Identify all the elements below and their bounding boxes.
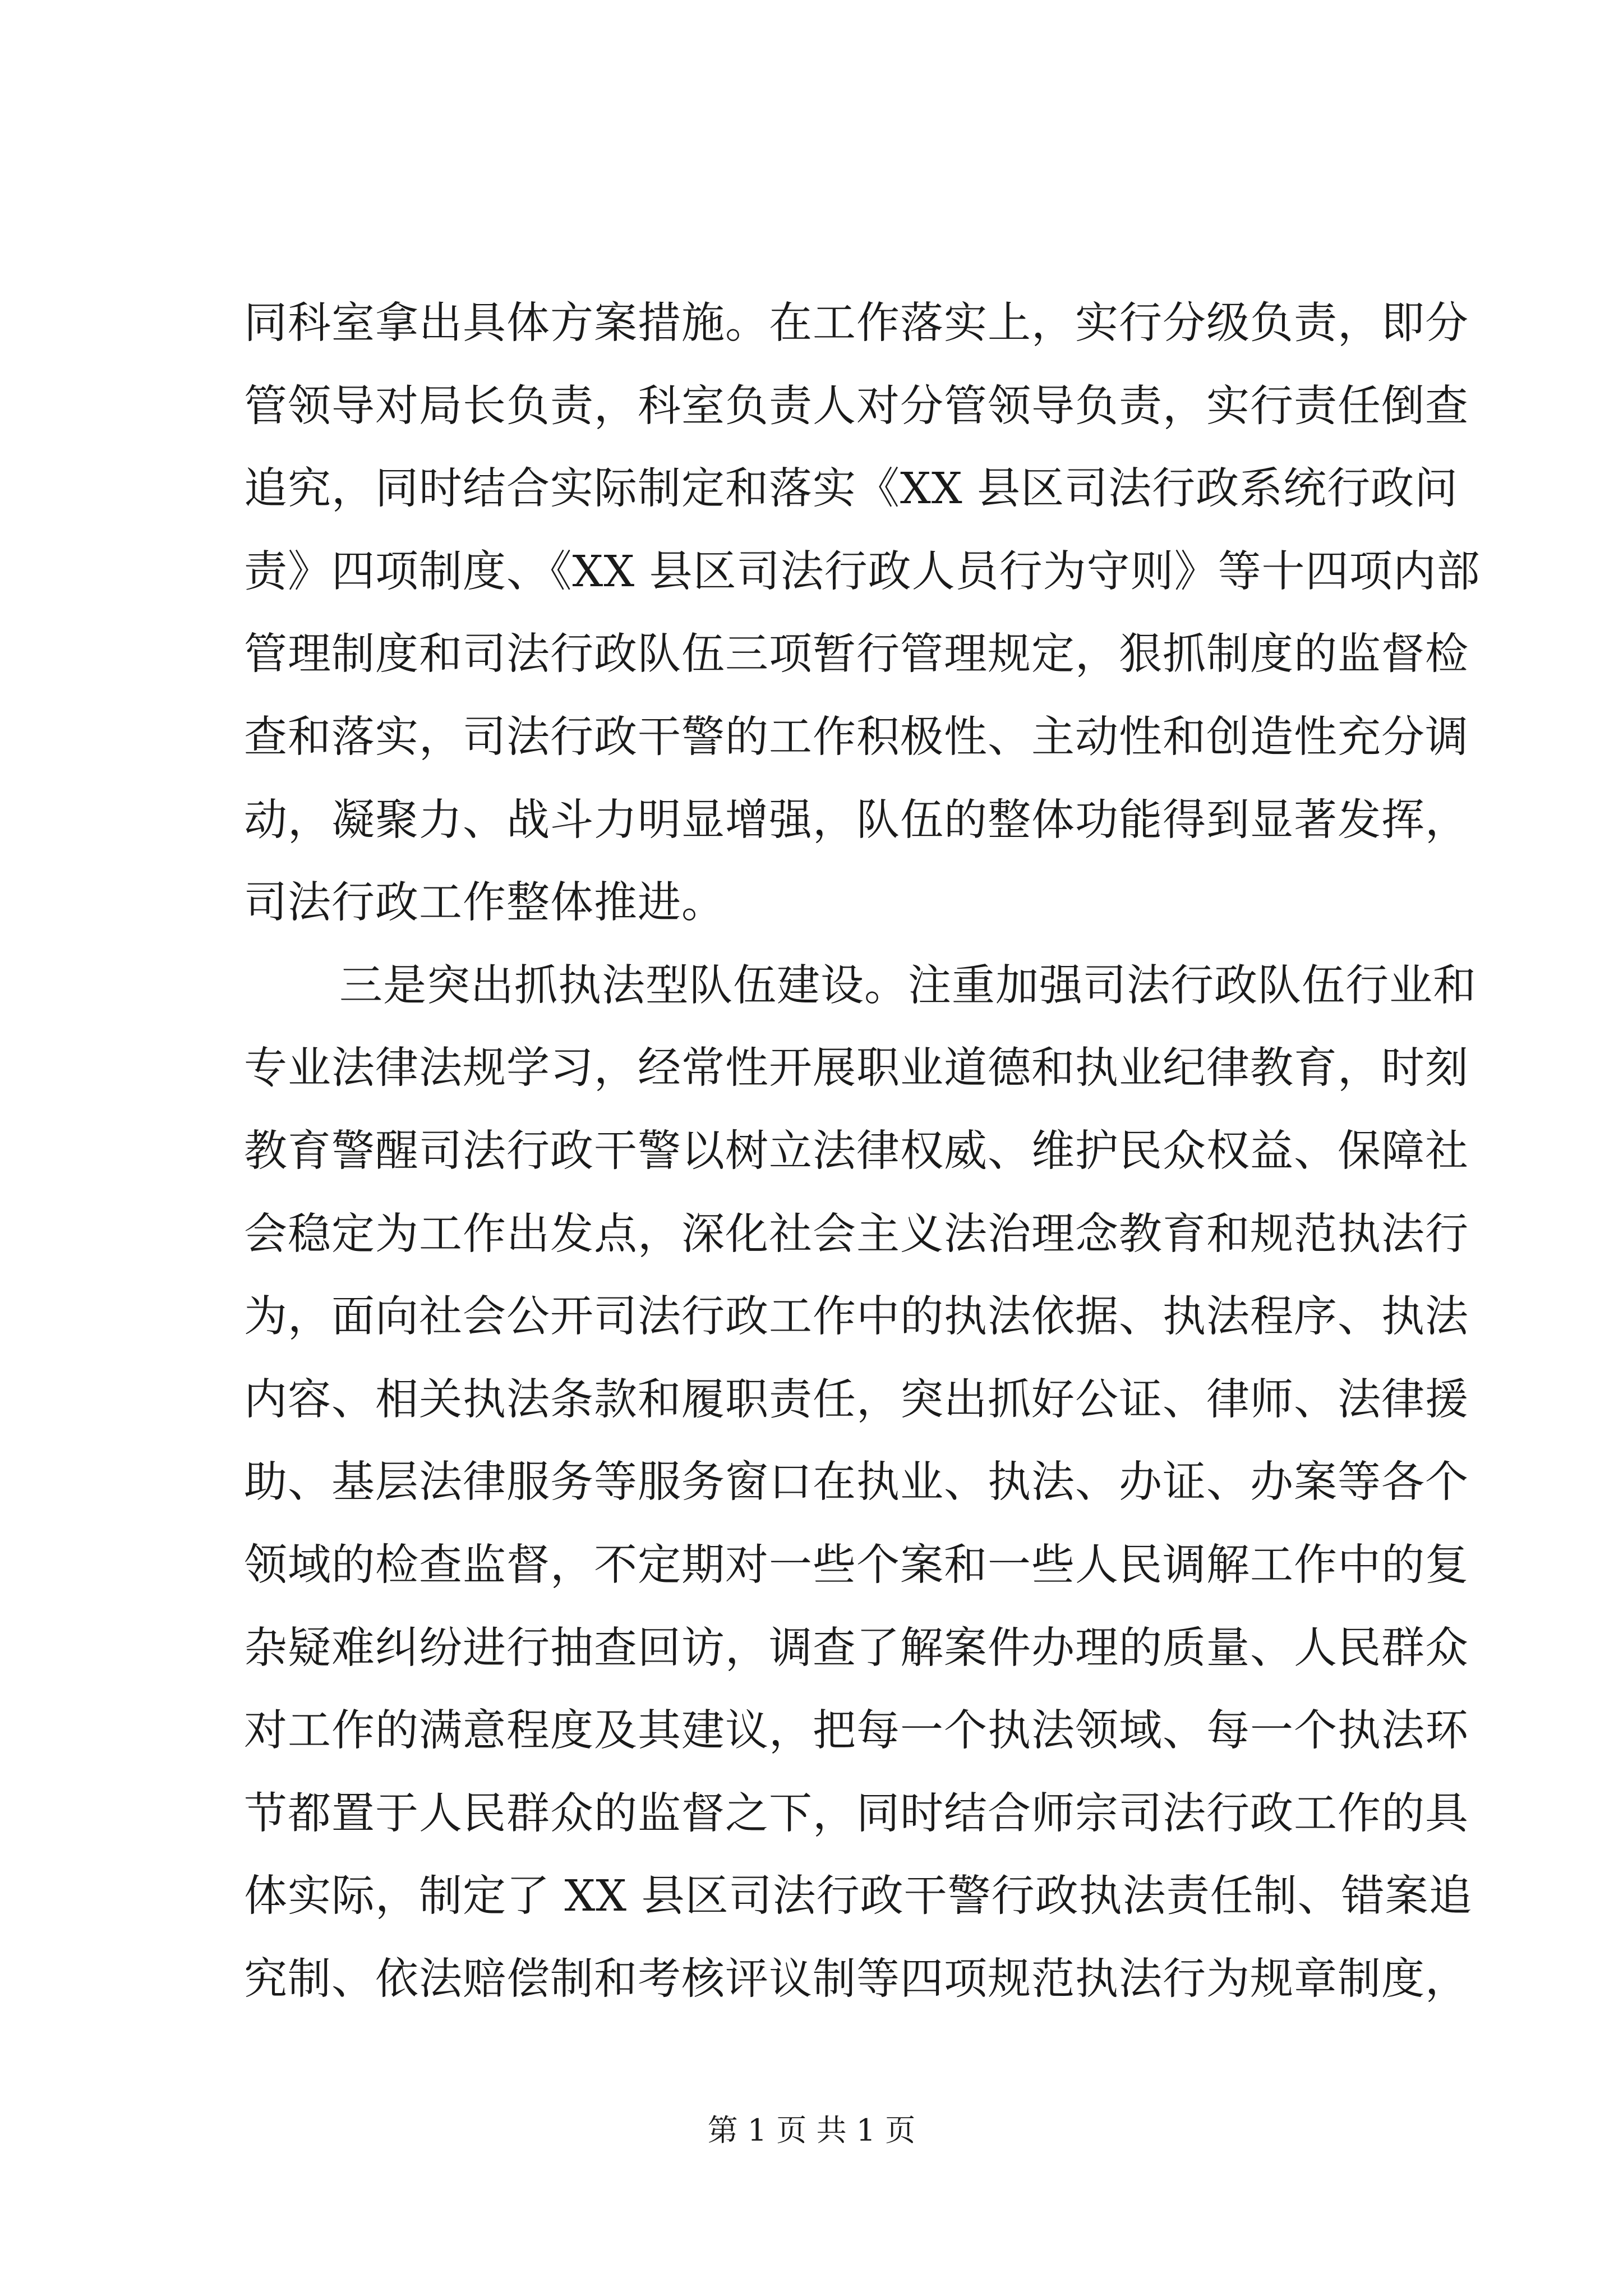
text-line: 动，凝聚力、战斗力明显增强，队伍的整体功能得到显著发挥，	[244, 795, 1469, 845]
text-line: 为，面向社会公开司法行政工作中的执法依据、执法程序、执法	[244, 1292, 1469, 1342]
text-line: 教育警醒司法行政干警以树立法律权威、维护民众权益、保障社	[244, 1126, 1469, 1176]
text-line: 追究，同时结合实际制定和落实《XX 县区司法行政系统行政问	[244, 464, 1459, 514]
text-line: 专业法律法规学习，经常性开展职业道德和执业纪律教育，时刻	[244, 1043, 1469, 1094]
page-number-footer: 第 1 页 共 1 页	[707, 2113, 916, 2148]
text-line: 领域的检查监督，不定期对一些个案和一些人民调解工作中的复	[244, 1540, 1469, 1590]
text-line: 管领导对局长负责，科室负责人对分管领导负责，实行责任倒查	[244, 381, 1469, 431]
text-line: 查和落实，司法行政干警的工作积极性、主动性和创造性充分调	[244, 712, 1469, 762]
text-line: 内容、相关执法条款和履职责任，突出抓好公证、律师、法律援	[244, 1374, 1469, 1425]
paragraph-first-line: 三是突出抓执法型队伍建设。注重加强司法行政队伍行业和	[339, 960, 1477, 1011]
text-line: 体实际，制定了 XX 县区司法行政干警行政执法责任制、错案追	[244, 1871, 1473, 1922]
body-text	[244, 282, 1481, 2021]
text-line: 会稳定为工作出发点，深化社会主义法治理念教育和规范执法行	[244, 1209, 1469, 1259]
text-line: 责》四项制度、《XX 县区司法行政人员行为守则》等十四项内部	[244, 546, 1481, 597]
text-line: 杂疑难纠纷进行抽查回访，调查了解案件办理的质量、人民群众	[244, 1623, 1469, 1673]
text-line: 管理制度和司法行政队伍三项暂行管理规定，狠抓制度的监督检	[244, 629, 1469, 680]
text-line: 究制、依法赔偿制和考核评议制等四项规范执法行为规章制度，	[244, 1954, 1469, 2004]
text-line: 助、基层法律服务等服务窗口在执业、执法、办证、办案等各个	[244, 1457, 1469, 1508]
text-line: 司法行政工作整体推进。	[244, 878, 725, 928]
text-line: 对工作的满意程度及其建议，把每一个执法领域、每一个执法环	[244, 1706, 1469, 1756]
text-line: 节都置于人民群众的监督之下，同时结合师宗司法行政工作的具	[244, 1788, 1469, 1839]
text-line: 同科室拿出具体方案措施。在工作落实上，实行分级负责，即分	[244, 298, 1469, 348]
